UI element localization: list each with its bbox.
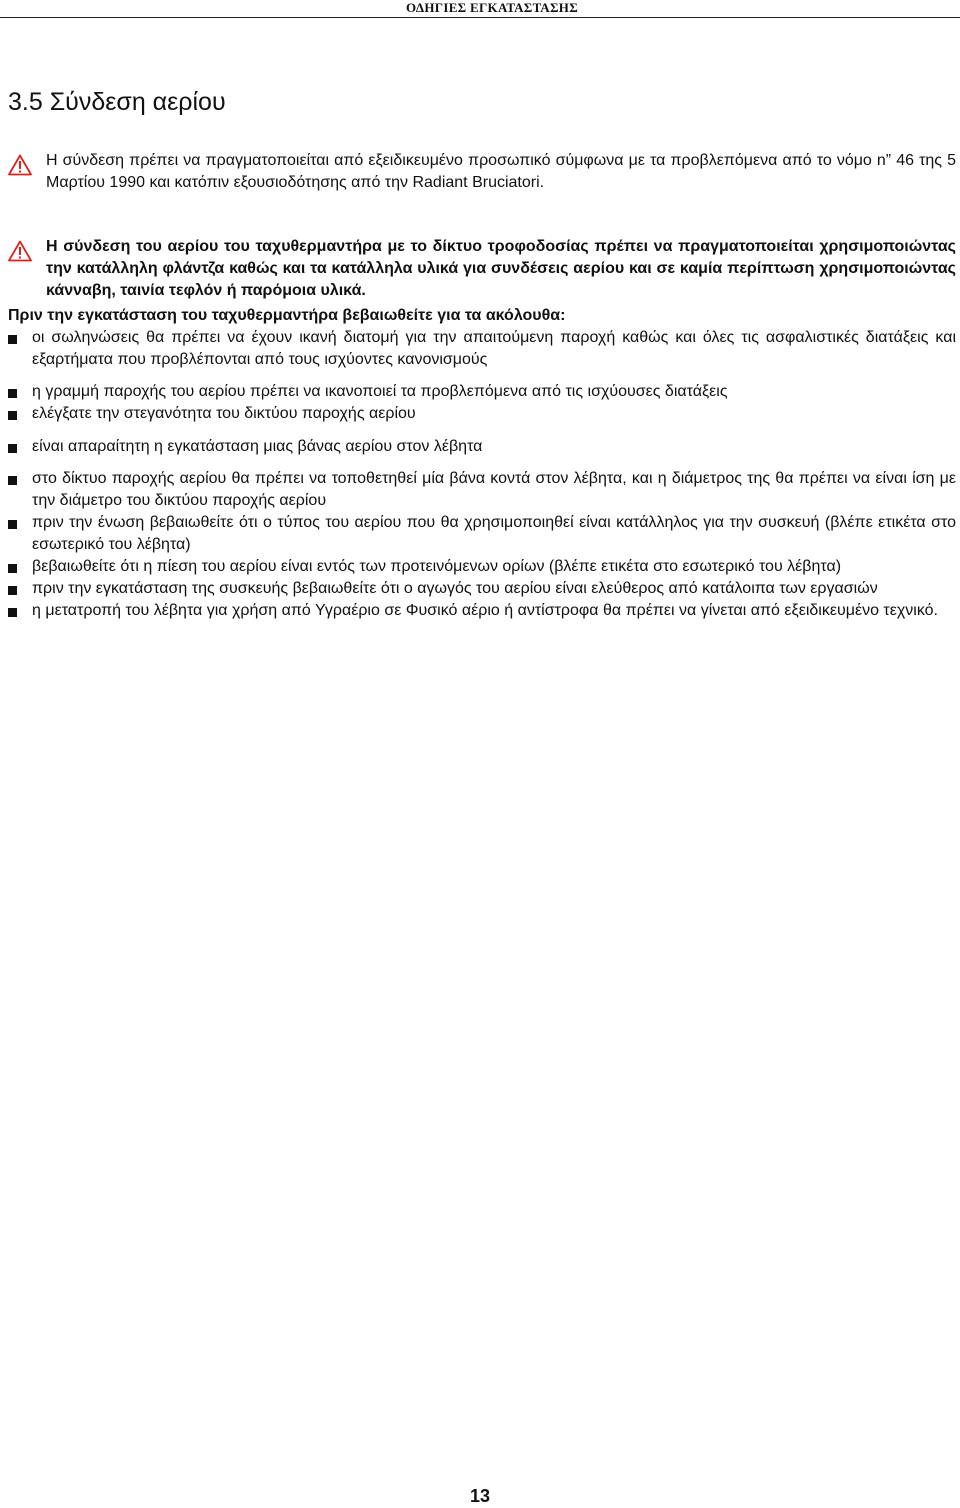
warning-text: Η σύνδεση του αερίου του ταχυθερμαντήρα με το δίκτυο τροφοδοσίας πρέπει να πραγματοποιείται χρησιμοποιώντας την κατάλληλη φλάντζα καθώς και τα κατάλληλα υλικά για συνδέσεις αερίου και σε καμία περίπτωση χρησιμοποιώντας κάνναβη, ταινία τεφλόν ή παρόμοια υλικά. bbox=[46, 238, 956, 299]
bullet-square-icon bbox=[8, 608, 17, 617]
list-item: βεβαιωθείτε ότι η πίεση του αερίου είναι εντός των προτεινόμενων ορίων (βλέπε ετικέτα στο εσωτερικό του λέβητα) bbox=[8, 556, 956, 578]
bullet-square-icon bbox=[8, 411, 17, 420]
list-item: πριν την εγκατάσταση της συσκευής βεβαιωθείτε ότι ο αγωγός του αερίου είναι ελεύθερος από κατάλοιπα των εργασιών bbox=[8, 578, 956, 600]
checklist-group-3 bbox=[8, 436, 956, 458]
list-item: στο δίκτυο παροχής αερίου θα πρέπει να τοποθετηθεί μία βάνα κοντά στον λέβητα, και η διάμετρος της θα πρέπει να είναι ίση με την διάμετρο του δικτύου παροχής αερίου bbox=[8, 468, 956, 512]
bullet-square-icon bbox=[8, 564, 17, 573]
checklist-intro: Πριν την εγκατάσταση του ταχυθερμαντήρα βεβαιωθείτε για τα ακόλουθα: bbox=[8, 307, 566, 324]
header-title: ΟΔΗΓΙΕΣ ΕΓΚΑΤΑΣΤΑΣΗΣ bbox=[405, 0, 578, 15]
warning-triangle-icon bbox=[8, 154, 32, 176]
warning-block-gas-connection bbox=[8, 236, 956, 302]
checklist-group-2 bbox=[8, 381, 956, 425]
warning-triangle-icon bbox=[8, 240, 32, 262]
list-item: είναι απαραίτητη η εγκατάσταση μιας βάνας αερίου στον λέβητα bbox=[8, 436, 956, 458]
list-item: η γραμμή παροχής του αερίου πρέπει να ικανοποιεί τα προβλεπόμενα από τις ισχύουσες διατάξεις bbox=[8, 381, 956, 403]
list-item: πριν την ένωση βεβαιωθείτε ότι ο τύπος του αερίου που θα χρησιμοποιηθεί είναι κατάλληλος για την συσκευή (βλέπε ετικέτα στο εσωτερικό του λέβητα) bbox=[8, 512, 956, 556]
bullet-square-icon bbox=[8, 389, 17, 398]
checklist-group-1 bbox=[8, 327, 956, 371]
page-header bbox=[0, 0, 960, 18]
list-item: ελέγξατε την στεγανότητα του δικτύου παροχής αερίου bbox=[8, 403, 956, 425]
bullet-square-icon bbox=[8, 476, 17, 485]
bullet-square-icon bbox=[8, 335, 17, 344]
list-item: η μετατροπή του λέβητα για χρήση από Υγραέριο σε Φυσικό αέριο ή αντίστροφα θα πρέπει να γίνεται από εξειδικευμένο τεχνικό. bbox=[8, 600, 956, 622]
warning-block-authorized-personnel bbox=[8, 150, 956, 194]
bullet-square-icon bbox=[8, 444, 17, 453]
page-number: 13 bbox=[469, 1486, 491, 1506]
bullet-square-icon bbox=[8, 586, 17, 595]
list-item: οι σωληνώσεις θα πρέπει να έχουν ικανή διατομή για την απαιτούμενη παροχή καθώς και όλες τις ασφαλιστικές διατάξεις και εξαρτήματα που προβλέπονται από τους ισχύοντες κανονισμούς bbox=[8, 327, 956, 371]
checklist-group-4 bbox=[8, 468, 956, 622]
section-title: 3.5 Σύνδεση αερίου bbox=[8, 88, 226, 116]
bullet-square-icon bbox=[8, 520, 17, 529]
warning-text: Η σύνδεση πρέπει να πραγματοποιείται από εξειδικευμένο προσωπικό σύμφωνα με τα προβλεπόμενα από το νόμο n” 46 της 5 Μαρτίου 1990 και κατόπιν εξουσιοδότησης από την Radiant Bruciatori. bbox=[46, 152, 956, 191]
